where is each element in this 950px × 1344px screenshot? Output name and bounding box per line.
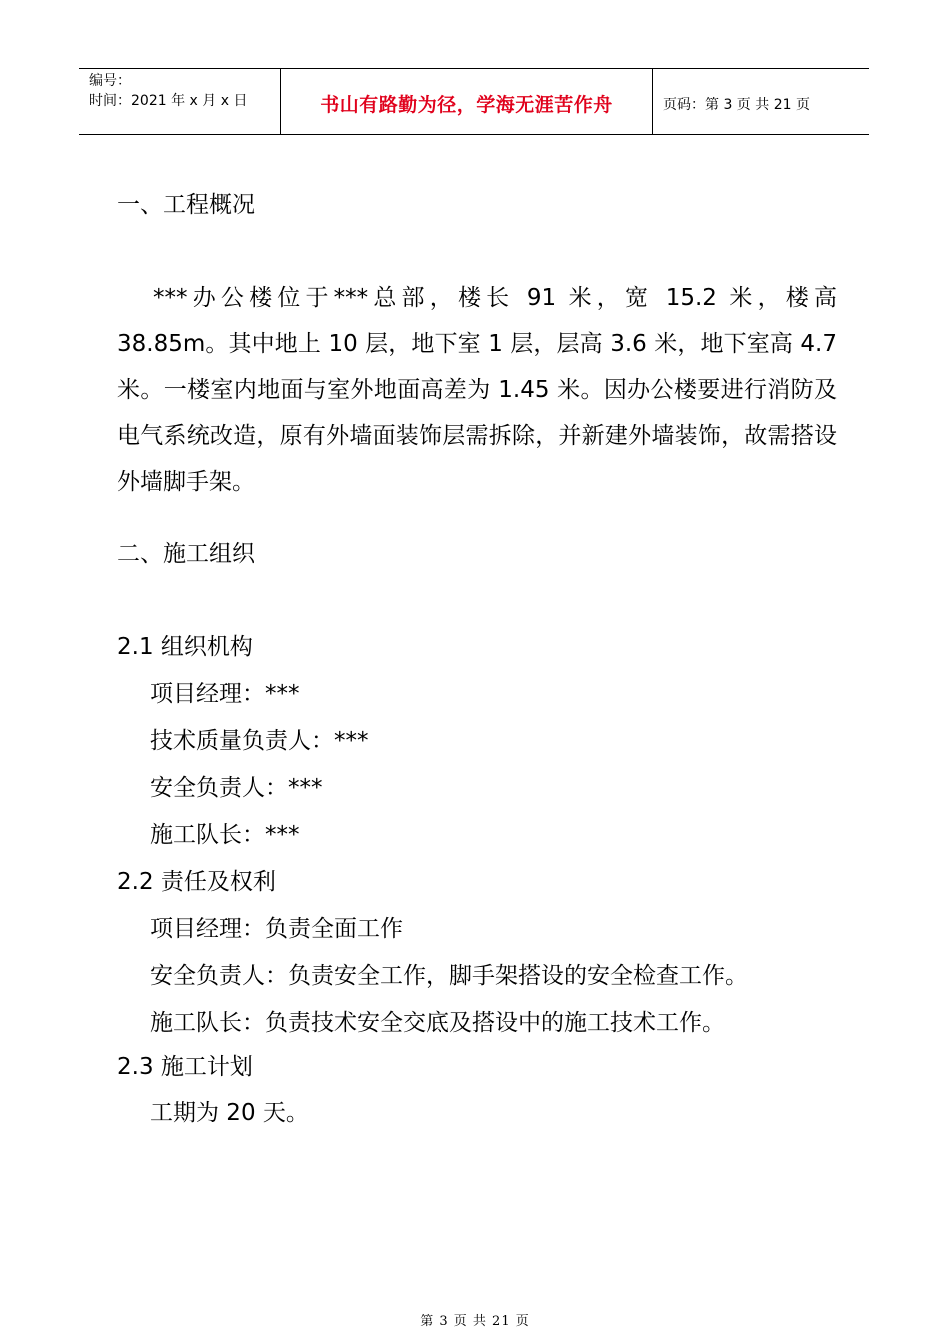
org-item: 施工队长：*** xyxy=(150,822,300,848)
plan-item: 工期为 20 天。 xyxy=(150,1100,309,1126)
overview-paragraph: ***办公楼位于***总部，楼长 91 米，宽 15.2 米，楼高 38.85m。其中地上 10 层，地下室 1 层，层高 3.6 米，地下室高 4.7 米。一楼室内地面与室外地面高差为 1.45 米。因办公楼要进行消防及电气系统改造，原有外墙面装饰层需拆除，并新建外墙装饰，故需搭设外墙脚手架。 xyxy=(117,285,837,495)
header-time-label: 时间：2021 年 x 月 x 日 xyxy=(89,93,248,109)
page-header-table xyxy=(79,68,869,135)
section-title-overview: 一、工程概况 xyxy=(117,192,255,218)
header-motto: 书山有路勤为径，学海无涯苦作舟 xyxy=(320,94,613,116)
header-left-cell xyxy=(79,69,281,134)
org-item: 技术质量负责人：*** xyxy=(150,728,369,754)
responsibility-item: 施工队长：负责技术安全交底及搭设中的施工技术工作。 xyxy=(150,1010,725,1036)
header-right-cell xyxy=(653,69,869,134)
header-middle-cell xyxy=(281,69,653,134)
responsibility-item: 安全负责人：负责安全工作，脚手架搭设的安全检查工作。 xyxy=(150,963,748,989)
header-number-label: 编号： xyxy=(89,73,131,89)
page-footer-number: 第 3 页 共 21 页 xyxy=(420,1314,530,1329)
org-item: 项目经理：*** xyxy=(150,681,300,707)
subsection-heading-2-2: 2.2 责任及权利 xyxy=(117,869,276,895)
subsection-heading-2-3: 2.3 施工计划 xyxy=(117,1054,253,1080)
section-title-organization: 二、施工组织 xyxy=(117,541,255,567)
subsection-heading-2-1: 2.1 组织机构 xyxy=(117,634,253,660)
header-page-info: 页码：第 3 页 共 21 页 xyxy=(663,96,810,113)
responsibility-item: 项目经理：负责全面工作 xyxy=(150,916,403,942)
org-item: 安全负责人：*** xyxy=(150,775,323,801)
